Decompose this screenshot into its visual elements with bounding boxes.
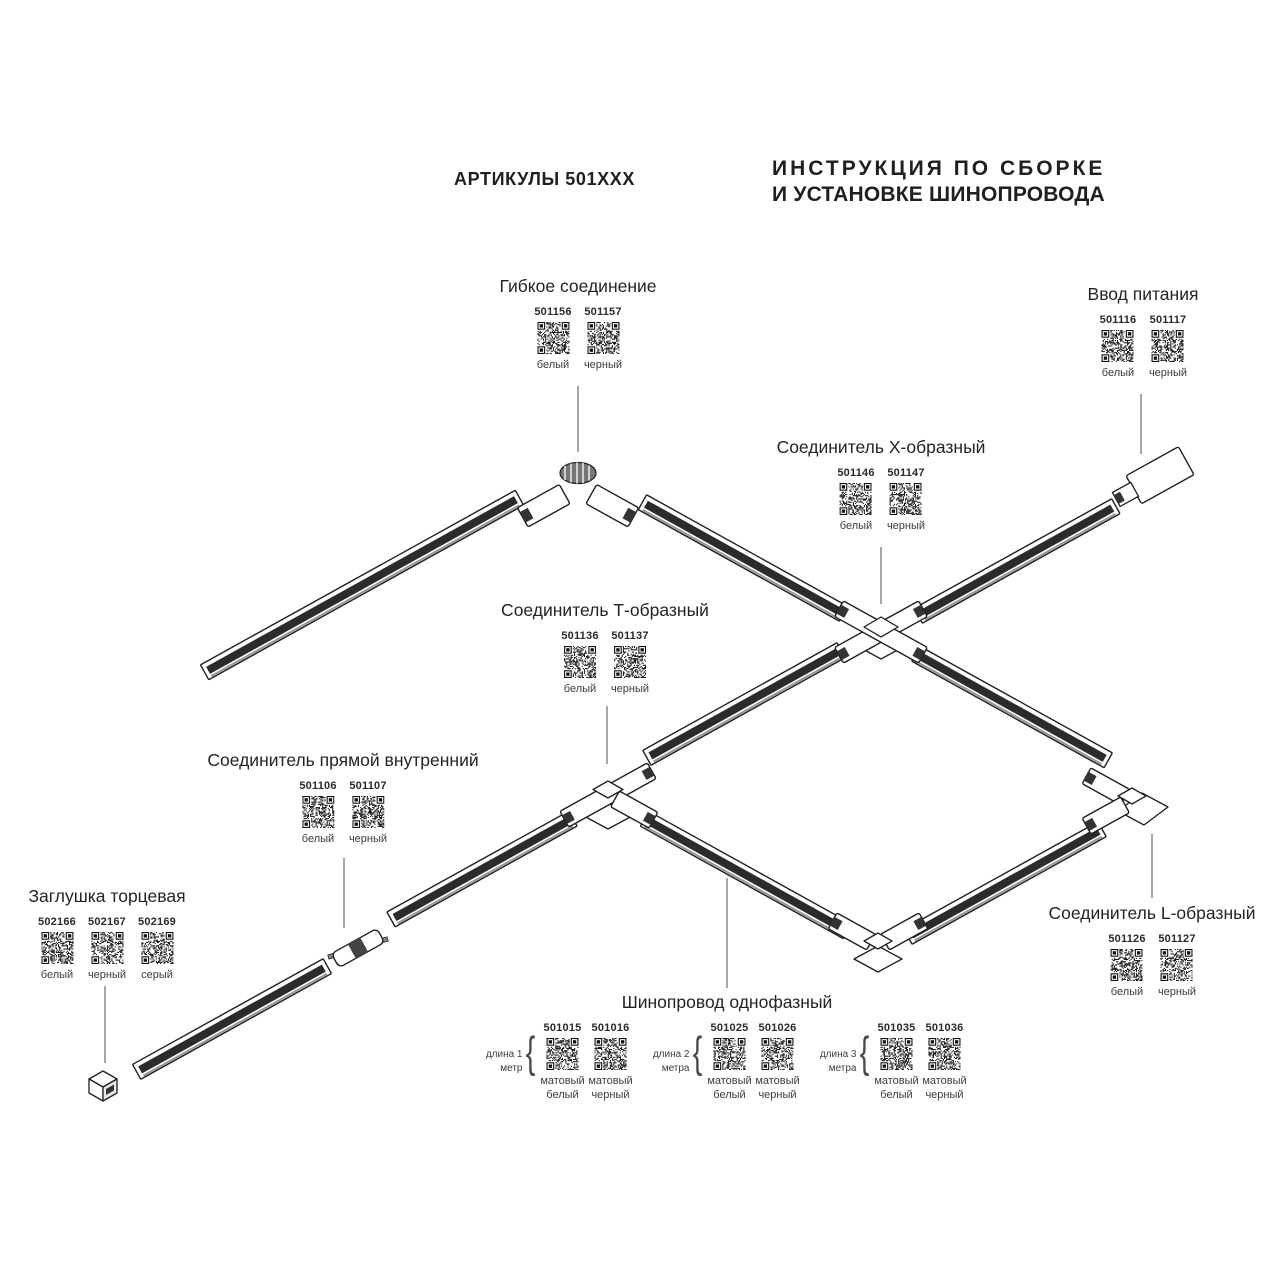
track-rail-graphic (640, 811, 851, 938)
track-rail-graphic (200, 490, 523, 679)
article-number: 501157 (584, 306, 622, 318)
article-number: 501035 (877, 1022, 916, 1034)
product-variant (873, 1022, 921, 1103)
qr-code (890, 483, 922, 515)
color-label: белый (839, 520, 873, 532)
product-x-connector (777, 437, 986, 534)
brace-glyph: { (525, 1028, 536, 1077)
color-label: матовый белый (707, 1075, 752, 1101)
product-power-feed (1088, 284, 1199, 381)
product-variant (558, 630, 602, 697)
product-variant (754, 1022, 802, 1103)
product-flexible-connector (499, 276, 656, 373)
articles-header: АРТИКУЛЫ 501XXX (454, 169, 635, 189)
article-number: 501147 (887, 467, 925, 479)
l-connector-graphic (1082, 768, 1168, 834)
instruction-header (772, 156, 1106, 209)
color-label: белый (301, 833, 335, 845)
color-label: серый (141, 969, 173, 981)
article-number: 502169 (138, 916, 176, 928)
product-title: Гибкое соединение (499, 276, 657, 296)
product-variant (1096, 314, 1140, 381)
product-straight-connector (207, 750, 478, 847)
product-variant (531, 306, 575, 373)
product-variant (35, 916, 79, 983)
article-number: 501015 (543, 1022, 582, 1034)
instruction-header-line1: ИНСТРУКЦИЯ ПО СБОРКЕ (772, 157, 1106, 180)
product-variant (884, 467, 928, 534)
product-l-connector (1049, 903, 1256, 1000)
qr-code (41, 932, 73, 964)
product-variant (85, 916, 129, 983)
power-feed-graphic (1109, 447, 1194, 514)
track-length-group-2m (653, 1022, 802, 1103)
article-number: 501025 (710, 1022, 749, 1034)
article-number: 501137 (611, 630, 649, 642)
qr-code (564, 646, 596, 678)
product-variant (581, 306, 625, 373)
qr-code (1161, 949, 1193, 981)
color-label: матовый черный (755, 1075, 800, 1101)
article-number: 501136 (561, 630, 599, 642)
qr-code (1152, 330, 1184, 362)
color-label: белый (563, 683, 597, 695)
end-cap-graphic (89, 1071, 117, 1101)
leader-lines (105, 386, 1152, 1063)
product-variant (608, 630, 652, 697)
length-label: длина 2 метра (652, 1049, 690, 1074)
t-connector-graphic (560, 763, 658, 829)
product-title: Соединитель L-образный (1048, 903, 1256, 923)
article-number: 501107 (349, 780, 387, 792)
length-label: длина 1 метр (485, 1049, 523, 1074)
article-number: 501127 (1158, 933, 1196, 945)
track-length-group-1m (486, 1022, 635, 1103)
color-label: белый (536, 359, 570, 371)
product-title: Соединитель Х-образный (776, 437, 986, 457)
product-track (486, 992, 969, 1103)
x-connector-graphic (835, 601, 928, 663)
qr-code (91, 932, 123, 964)
product-title: Заглушка торцевая (28, 886, 186, 906)
color-label: черный (886, 520, 926, 532)
qr-code (587, 322, 619, 354)
qr-code (762, 1038, 794, 1070)
product-t-connector (501, 600, 709, 697)
color-label: белый (1110, 986, 1144, 998)
product-variant (296, 780, 340, 847)
article-number: 501016 (591, 1022, 630, 1034)
product-variant (1105, 933, 1149, 1000)
color-label: матовый черный (922, 1075, 967, 1101)
color-label: черный (348, 833, 388, 845)
product-title: Ввод питания (1087, 284, 1199, 304)
color-label: белый (1101, 367, 1135, 379)
article-number: 501146 (837, 467, 875, 479)
product-variant (539, 1022, 587, 1103)
article-number: 501106 (299, 780, 337, 792)
color-label: матовый черный (588, 1075, 633, 1101)
color-label: черный (583, 359, 623, 371)
product-title: Соединитель прямой внутренний (207, 750, 479, 770)
qr-code (929, 1038, 961, 1070)
qr-code (840, 483, 872, 515)
article-number: 501126 (1108, 933, 1146, 945)
article-number: 501117 (1149, 314, 1187, 326)
product-end-cap (28, 886, 185, 983)
qr-code (352, 796, 384, 828)
product-variant (587, 1022, 635, 1103)
qr-code (302, 796, 334, 828)
color-label: черный (1157, 986, 1197, 998)
article-number: 501156 (534, 306, 572, 318)
straight-connector-graphic (327, 926, 389, 971)
qr-code (537, 322, 569, 354)
brace-glyph: { (692, 1028, 703, 1077)
product-variant (834, 467, 878, 534)
product-variant (1146, 314, 1190, 381)
product-variant (135, 916, 179, 983)
instruction-header-line2: И УСТАНОВКЕ ШИНОПРОВОДА (772, 183, 1105, 207)
color-label: матовый белый (540, 1075, 585, 1101)
product-title: Шинопровод однофазный (621, 992, 833, 1012)
product-variant (921, 1022, 969, 1103)
qr-code (141, 932, 173, 964)
qr-code (547, 1038, 579, 1070)
article-number: 502167 (88, 916, 126, 928)
product-variant (706, 1022, 754, 1103)
qr-code (714, 1038, 746, 1070)
product-variant (1155, 933, 1199, 1000)
qr-code (881, 1038, 913, 1070)
qr-code (1111, 949, 1143, 981)
article-number: 501116 (1099, 314, 1137, 326)
product-variant (346, 780, 390, 847)
qr-code (1102, 330, 1134, 362)
track-length-group-3m (820, 1022, 969, 1103)
article-number: 501026 (758, 1022, 797, 1034)
product-title: Соединитель Т-образный (501, 600, 709, 620)
color-label: черный (1148, 367, 1188, 379)
article-number: 501036 (925, 1022, 964, 1034)
color-label: черный (87, 969, 127, 981)
qr-code (595, 1038, 627, 1070)
length-label: длина 3 метра (819, 1049, 857, 1074)
color-label: черный (610, 683, 650, 695)
color-label: белый (40, 969, 74, 981)
brace-glyph: { (859, 1028, 870, 1077)
track-rail-graphic (912, 646, 1113, 768)
qr-code (614, 646, 646, 678)
article-number: 502166 (38, 916, 76, 928)
color-label: матовый белый (874, 1075, 919, 1101)
flexible-connector-graphic (517, 463, 638, 527)
